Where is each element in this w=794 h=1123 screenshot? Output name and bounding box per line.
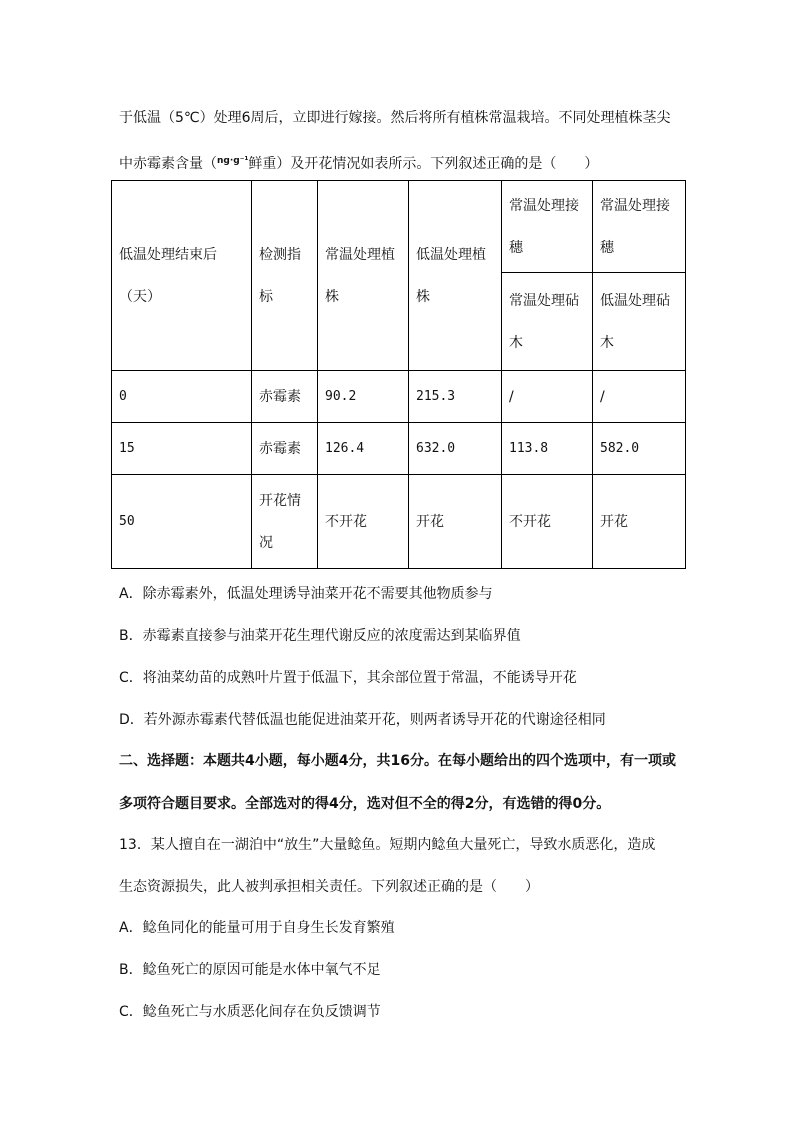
q13-stem-line-2: 生态资源损失，此人被判承担相关责任。下列叙述正确的是（ ） — [119, 879, 539, 895]
cell-scion-stock-1: 不开花 — [502, 475, 593, 569]
cell-indicator: 赤霉素 — [252, 371, 318, 423]
cell-day: 50 — [112, 475, 252, 569]
cell-cold: 215.3 — [409, 371, 502, 423]
data-table — [111, 180, 686, 569]
cell-normal: 不开花 — [318, 475, 409, 569]
intro-line-2-pre: 中赤霉素含量（ — [119, 156, 217, 172]
cell-normal: 90.2 — [318, 371, 409, 423]
section-2-heading-line-1: 二、选择题：本题共4小题，每小题4分，共16分。在每小题给出的四个选项中，有一项或 — [119, 753, 676, 769]
cell-indicator: 开花情况 — [252, 475, 318, 569]
cell-cold: 632.0 — [409, 423, 502, 475]
cell-scion-stock-2: 582.0 — [593, 423, 686, 475]
header-cold: 低温处理植株 — [409, 181, 502, 371]
cell-day: 0 — [112, 371, 252, 423]
cell-cold: 开花 — [409, 475, 502, 569]
option-b: B．赤霉素直接参与油菜开花生理代谢反应的浓度需达到某临界值 — [119, 628, 521, 644]
option-a: A．除赤霉素外，低温处理诱导油菜开花不需要其他物质参与 — [119, 586, 493, 602]
table-row — [112, 475, 686, 569]
table-row — [112, 423, 686, 475]
header-scion-2: 常温处理接穗 — [593, 181, 686, 273]
header-stock-2: 低温处理砧木 — [593, 273, 686, 371]
intro-line-1: 于低温（5℃）处理6周后，立即进行嫁接。然后将所有植株常温栽培。不同处理植株茎尖 — [119, 110, 671, 126]
q13-stem-line-1: 13．某人擅自在一湖泊中“放生”大量鲶鱼。短期内鲶鱼大量死亡，导致水质恶化，造成 — [119, 837, 656, 853]
cell-scion-stock-1: 113.8 — [502, 423, 593, 475]
q13-option-a: A．鲶鱼同化的能量可用于自身生长发育繁殖 — [119, 920, 395, 936]
header-days: 低温处理结束后（天） — [112, 181, 252, 371]
q13-option-b: B．鲶鱼死亡的原因可能是水体中氧气不足 — [119, 962, 381, 978]
intro-line-2-post: 鲜重）及开花情况如表所示。下列叙述正确的是（ ） — [248, 156, 599, 172]
cell-scion-stock-2: / — [593, 371, 686, 423]
header-scion-1: 常温处理接穗 — [502, 181, 593, 273]
cell-scion-stock-1: / — [502, 371, 593, 423]
q13-option-c: C．鲶鱼死亡与水质恶化间存在负反馈调节 — [119, 1004, 381, 1020]
cell-normal: 126.4 — [318, 423, 409, 475]
header-indicator: 检测指标 — [252, 181, 318, 371]
cell-scion-stock-2: 开花 — [593, 475, 686, 569]
intro-line-2 — [119, 154, 598, 176]
option-c: C．将油菜幼苗的成熟叶片置于低温下，其余部位置于常温，不能诱导开花 — [119, 670, 577, 686]
unit-label: ng·g⁻¹ — [217, 156, 249, 166]
header-stock-1: 常温处理砧木 — [502, 273, 593, 371]
table-row — [112, 371, 686, 423]
cell-day: 15 — [112, 423, 252, 475]
option-d: D．若外源赤霉素代替低温也能促进油菜开花，则两者诱导开花的代谢途径相同 — [119, 712, 606, 728]
table-header-row — [112, 181, 686, 273]
header-normal: 常温处理植株 — [318, 181, 409, 371]
cell-indicator: 赤霉素 — [252, 423, 318, 475]
section-2-heading-line-2: 多项符合题目要求。全部选对的得4分，选对但不全的得2分，有选错的得0分。 — [119, 796, 611, 812]
